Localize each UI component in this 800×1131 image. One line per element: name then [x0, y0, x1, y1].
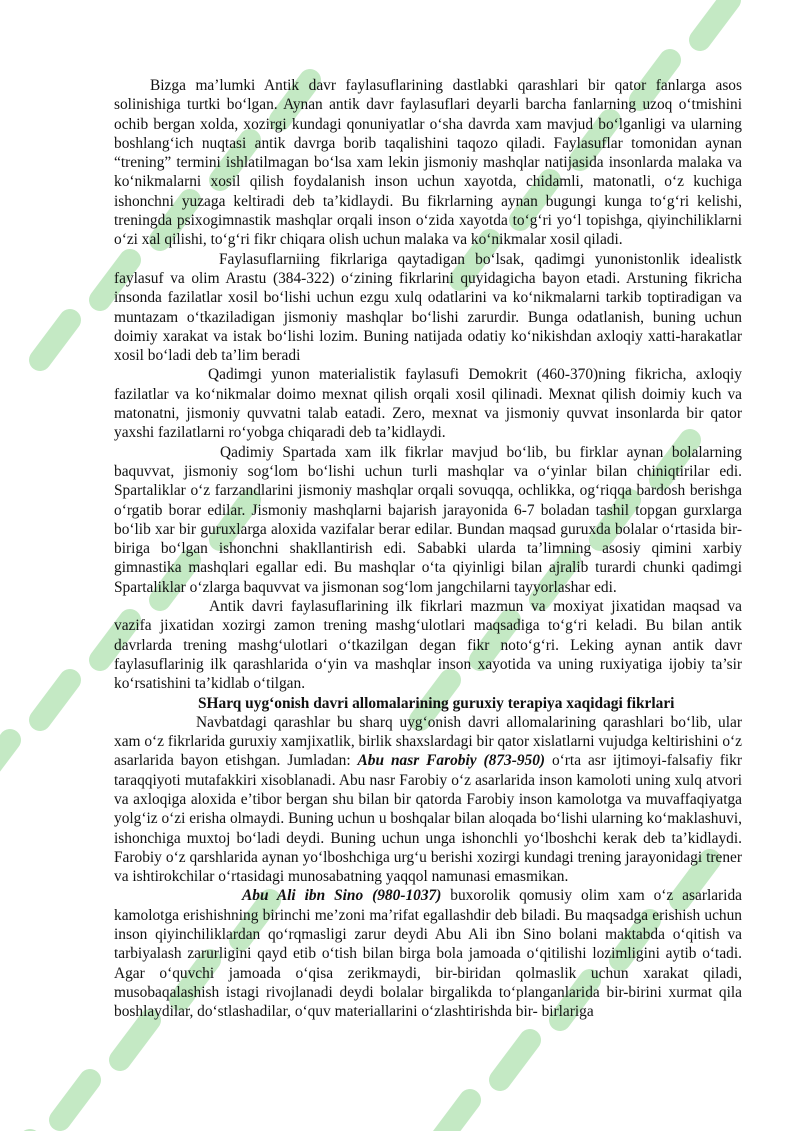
watermark-stroke	[60, 1080, 90, 1120]
paragraph-antik-intro	[114, 76, 742, 250]
paragraph-text: Antik davri faylasuflarining ilk fikrlari mazmun va moxiyat jixatidan maqsad va vazifa jixatidan xozirgi zamon trening mashg‘ulotlari maqsadiga to‘g‘ri keladi. Bu bilan antik davrlarda trening mashg‘ulotlari o‘tkazilgan degan fikr noto‘g‘ri. Leking aynan antik davr faylasuflarinig ilk qarashlarida o‘yin va mashqlar inson xayotida va uning ruxiyatiga ijobiy ta’sir ko‘rsatishini ta’kidlab o‘tilgan.	[114, 598, 742, 693]
section-heading: SHarq uyg‘onish davri allomalarining guruxiy terapiya xaqidagi fikrlari	[198, 694, 675, 712]
watermark-stroke	[440, 1100, 470, 1131]
paragraph-arastu	[114, 250, 742, 366]
watermark-stroke	[40, 680, 70, 720]
paragraph-text: Faylasuflarniing fikrlariga qaytadigan bo‘lsak, qadimgi yunonistonlik idealistk faylasuf va olim Arastu (384-322) o‘zining fikrlarini quyidagicha bayon etadi. Arstuning fikricha insonda fazilatlar xosil bo‘lishi uchun ezgu xulq odatlarini va ko‘nikmalarni tarkib toptiradigan va muntazam o‘tkaziladigan jismoniy mashqlar bo‘lishi zarurdir. Bunga odatlanish, buning uchun doimiy xarakat va istak bo‘lishi lozim. Buning natijada odatiy ko‘nikishdan axloqiy xatti-harakatlar xosil bo‘ladi deb ta’lim beradi	[114, 250, 742, 365]
paragraph-antik-conclusion	[114, 597, 742, 693]
paragraph-demokrit	[114, 365, 742, 442]
paragraph-text: Qadimgi yunon materialistik faylasufi Demokrit (460-370)ning fikricha, axloqiy fazilatlar va ko‘nikmalar doimo mexnat qilish orqali xosil qilinadi. Mexnat qilish doimiy kuch va matonatni, jismoniy quvvatni talab eatadi. Zero, mexnat va jismoniy quvvat insonlarda bir qator yaxshi fazilatlarni ro‘yobga chiqaradi deb ta’kidlaydi.	[114, 366, 742, 442]
watermark-stroke	[0, 740, 10, 780]
watermark-stroke	[500, 1040, 530, 1080]
watermark-stroke	[40, 320, 70, 360]
paragraph-text: Bizga ma’lumki Antik davr faylasuflarining dastlabki qarashlari bir qator fanlarga asos solinishiga turtki bo‘lgan. Aynan antik davr faylasuflari deyarli barcha fanlarning uzoq o‘tmishini ochib bergan xolda, xozirgi kundagi qonuniyatlar o‘sha davrda xam mavjud bo‘lganligi va ularning boshlang‘ich nuqtasi antik davrga borib taqalishini taqozo qiladi. Faylasuflar tomonidan aynan “trening” termini ishlatilmagan bo‘lsa xam lekin jismoniy mashqlar natijasida insonlarda malaka va ko‘nikmalarni xosil qilish foydalanish inson uchun xayotda, chidamli, matonatli, o‘z kuchiga ishonchni yuzaga keltiradi deb ta’kidlaydi. Bu fikrlarning aynan bugungi kunga to‘g‘ri kelishi, treningda psixogimnastik mashqlar orqali inson o‘zida xayotda to‘g‘ri yo‘l topishga, qiyinchiliklarni o‘zi xal qilishi, to‘g‘ri fikr chiqara olish uchun malaka va ko‘nikmalar xosil qiladi.	[114, 77, 742, 249]
watermark-stroke	[120, 1020, 150, 1060]
paragraph-sparta	[114, 443, 742, 597]
document-page	[114, 76, 742, 1022]
paragraph-text: buxorolik qomusiy olim xam o‘z asarlarida kamolotga erishishning birinchi me’zoni ma’rifat egallashdir deb biladi. Bu maqsadga erishish uchun inson qiyinchiliklardan qo‘rqmasligi zarur deydi Abu Ali ibn Sino bolani maktabda o‘qitish va tarbiyalash zarurligini qayd etib o‘tish bilan birga bola jamoada o‘qitilishi lozimligini aytib o‘tadi. Agar o‘quvchi jamoada o‘qisa zerikmaydi, bir-biridan qolmaslik uchun xarakat qiladi, musobaqalashish istagi rivojlanadi deydi bolalar birgalikda to‘planganlarida bir-birini xurmat qila boshlaydilar, do‘stlashadilar, o‘quv materiallarini o‘zlashtirishda bir- birlariga	[114, 887, 742, 1021]
paragraph-text: Navbatdagi qarashlar bu sharq uyg‘onish davri allomalarining qarashlari bo‘lib, ular xam o‘z fikrlarida guruxiy xamjixatlik, birlik shaxslardagi bir qator xislatlarni vujudga keltirishini o‘z asarlarida bayon etishgan. Jumladan:	[114, 713, 742, 770]
author-name-farobiy: Abu nasr Farobiy (873-950)	[357, 752, 546, 770]
paragraph-ibn-sino	[114, 886, 742, 1021]
watermark-stroke	[700, 0, 730, 40]
paragraph-text: o‘rta asr ijtimoyi-falsafiy fikr taraqqiyoti mutafakkiri xisoblanadi. Abu nasr Farobiy o‘z asarlarida inson kamoloti uning xulq atvori va axloqiga aloxida e’tibor bergan shu bilan bir qatorda Farobiy inson kamolotga va muvaffaqiyatga yolg‘iz o‘zi erisha olmaydi. Buning uchun u boshqalar bilan aloqada bo‘lishi ularning ko‘maklashuvi, ishonchiga muxtoj bo‘ladi deydi. Buning uchun unga ishonchli yo‘lboshchi kerak deb ta’kidlaydi. Farobiy o‘z qarshlarida aynan yo‘lboshchiga urg‘u berishi xozirgi kundagi trening jarayonidagi trener va ishtirokchilar o‘rtasidagi munosabatning yaqqol namunasi emasmikan.	[114, 752, 742, 886]
paragraph-farobiy	[114, 713, 742, 887]
author-name-ibn-sino: Abu Ali ibn Sino (980-1037)	[242, 887, 442, 905]
paragraph-text: Qadimiy Spartada xam ilk fikrlar mavjud bo‘lib, bu firklar aynan bolalarning baquvvat, jismoniy sog‘lom bo‘lishi uchun turli mashqlar va o‘yinlar bilan chiniqtirilar edi. Spartaliklar o‘z farzandlarini jismoniy mashqlar orqali sovuqqa, ochlikka, og‘riqqa bardosh berishga o‘rgatib borar edilar. Jismoniy mashqlarni bajarish jarayonida 6-7 boladan tashil topgan gurxlarga bo‘lib xar bir guruxlarga aloxida vazifalar berar edilar. Bundan maqsad guruxda bolalar o‘rtasida bir-biriga bo‘lgan ishonchni shakllantirish edi. Sababki ularda ta’limning asosiy qimini xarbiy gimnastika mashqlari egallar edi. Bu mashqlar o‘ta qiyinligi bilan ajralib turardi chunki qadimgi Spartaliklar o‘zlarga baquvvat va jismonan sog‘lom jangchilarni tayyorlashar edi.	[114, 443, 742, 596]
